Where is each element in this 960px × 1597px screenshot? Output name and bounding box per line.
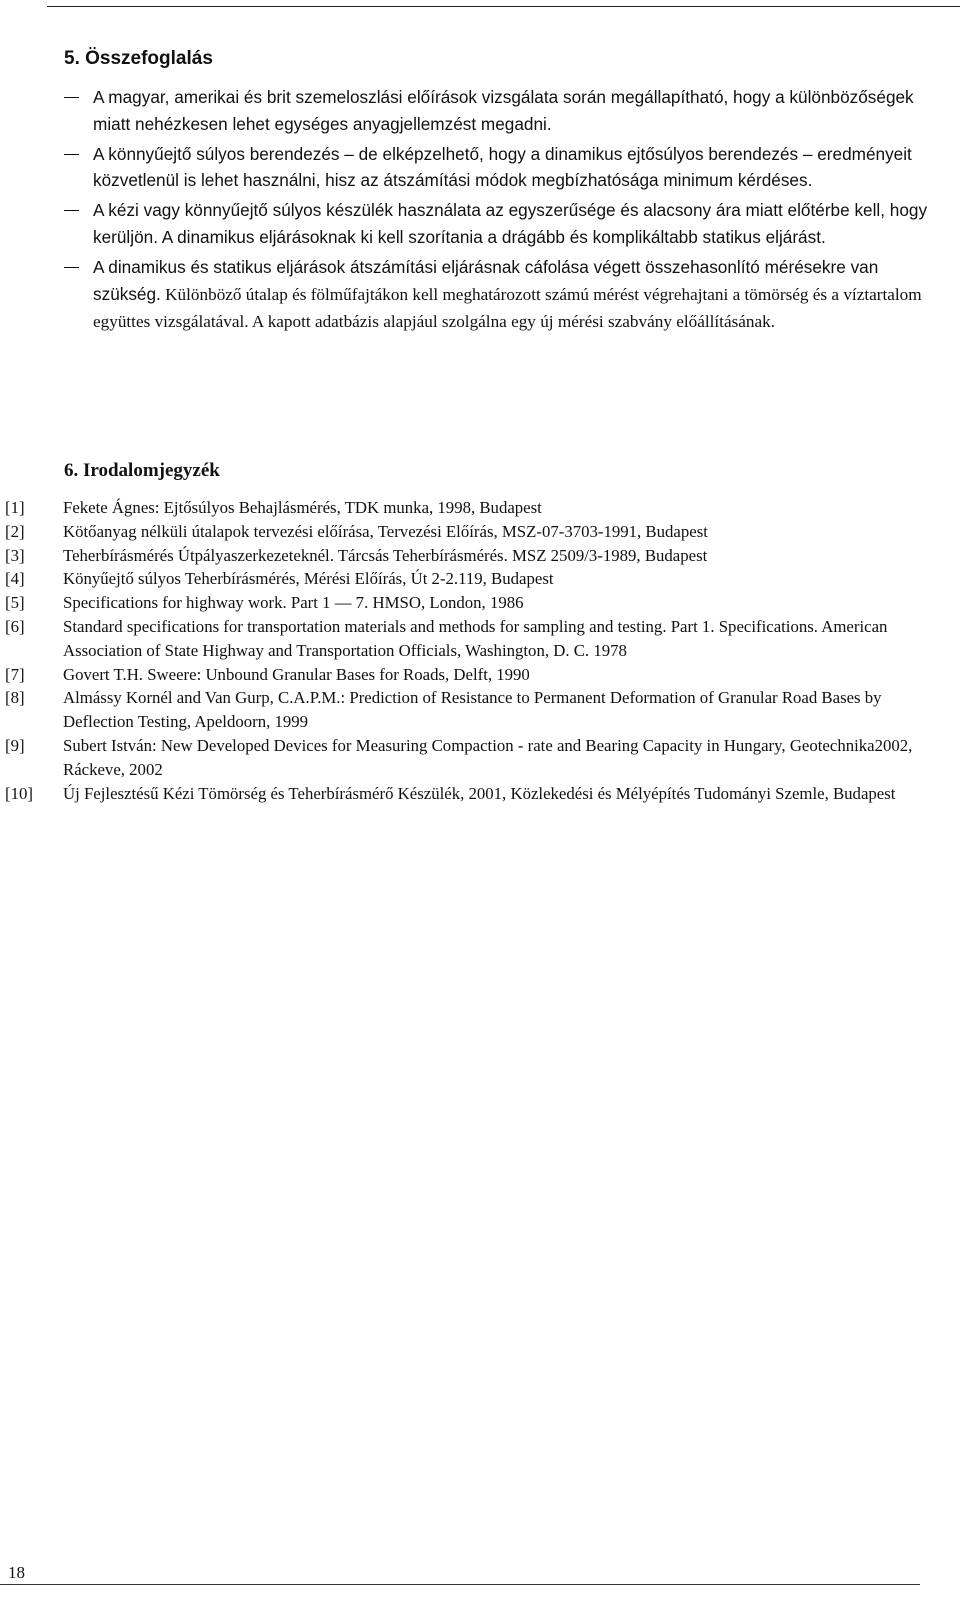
reference-number: [1]	[5, 498, 25, 517]
summary-item	[93, 254, 945, 336]
reference-item	[0, 663, 940, 687]
reference-number: [8]	[5, 688, 25, 708]
reference-number: [5]	[5, 593, 25, 613]
reference-number: [6]	[5, 616, 25, 636]
dash-bullet-icon	[64, 210, 79, 211]
reference-number: [9]	[5, 735, 25, 755]
dash-bullet-icon	[64, 267, 79, 268]
summary-item-text: A könnyűejtő súlyos berendezés – de elképzelhető, hogy a dinamikus ejtősúlyos berendezés – eredményeit közvetlenül is lehet használni, hisz az átszámítási módok megbízhatósága minimum kérdéses.	[93, 143, 912, 191]
summary-item-text: A magyar, amerikai és brit szemeloszlási előírások vizsgálata során megállapítható, hogy a különbözőségek miatt nehézkesen lehet egységes anyagjellemzést megadni.	[93, 87, 914, 134]
reference-item	[0, 686, 940, 734]
page-number: 18	[8, 1563, 25, 1582]
reference-text: Govert T.H. Sweere: Unbound Granular Bases for Roads, Delft, 1990	[63, 664, 530, 684]
reference-text: Standard specifications for transportation materials and methods for sampling and testing. Part 1. Specifications. American Association of State Highway and Transportation Officials, Washington, D. C. 1978	[63, 616, 888, 660]
reference-number: [3]	[5, 545, 25, 565]
summary-item	[93, 197, 945, 251]
reference-number: [4]	[5, 569, 25, 589]
section-title-summary: 5. Összefoglalás	[64, 48, 213, 69]
dash-bullet-icon	[64, 97, 79, 98]
reference-item	[0, 496, 940, 520]
reference-item	[0, 520, 940, 544]
reference-number: [7]	[5, 664, 25, 684]
reference-text: Almássy Kornél and Van Gurp, C.A.P.M.: Prediction of Resistance to Permanent Deformation of Granular Road Bases by Deflection Testing, Apeldoorn, 1999	[63, 688, 882, 732]
reference-number: [10]	[5, 783, 33, 803]
reference-list	[0, 496, 940, 805]
reference-text: Új Fejlesztésű Kézi Tömörség és Teherbírásmérő Készülék, 2001, Közlekedési és Mélyépítés Tudományi Szemle, Budapest	[63, 783, 896, 803]
reference-item	[0, 782, 940, 806]
reference-item	[0, 567, 940, 591]
reference-item	[0, 615, 940, 663]
reference-item	[0, 591, 940, 615]
reference-text: Könyűejtő súlyos Teherbírásmérés, Mérési Előírás, Út 2-2.119, Budapest	[63, 569, 554, 589]
summary-item-text: A kézi vagy könnyűejtő súlyos készülék használata az egyszerűsége és alacsony ára miatt előtérbe kell, hogy kerüljön. A dinamikus eljárásoknak ki kell szorítania a drágább és komplikáltabb statikus eljárást.	[93, 200, 928, 247]
dash-bullet-icon	[64, 154, 79, 155]
header-rule	[47, 6, 960, 7]
reference-text: Fekete Ágnes: Ejtősúlyos Behajlásmérés, TDK munka, 1998, Budapest	[63, 498, 542, 517]
summary-item	[93, 141, 945, 195]
section-title-references: 6. Irodalomjegyzék	[64, 460, 220, 481]
reference-number: [2]	[5, 521, 25, 541]
reference-item	[0, 544, 940, 568]
reference-item	[0, 734, 940, 782]
summary-list	[93, 84, 945, 339]
reference-text: Kötőanyag nélküli útalapok tervezési előírása, Tervezési Előírás, MSZ-07-3703-1991, Budapest	[63, 521, 708, 541]
reference-text: Teherbírásmérés Útpályaszerkezeteknél. Tárcsás Teherbírásmérés. MSZ 2509/3-1989, Budapest	[63, 545, 708, 565]
summary-item-text: A dinamikus és statikus eljárások átszámítási eljárásnak cáfolása végett összehasonlító mérésekre van szükség.	[93, 256, 879, 304]
summary-item	[93, 84, 945, 138]
reference-text: Subert István: New Developed Devices for Measuring Compaction - rate and Bearing Capacity in Hungary, Geotechnika2002, Ráckeve, 2002	[63, 735, 913, 779]
reference-text: Specifications for highway work. Part 1 — 7. HMSO, London, 1986	[63, 593, 524, 613]
footer-rule	[0, 1584, 920, 1585]
summary-item-text-continued: Különböző útalap és fölműfajtákon kell meghatározott számú mérést végrehajtani a tömörség és a víztartalom együttes vizsgálatával. A kapott adatbázis alapjául szolgálna egy új mérési szabvány előállításának.	[93, 284, 922, 332]
